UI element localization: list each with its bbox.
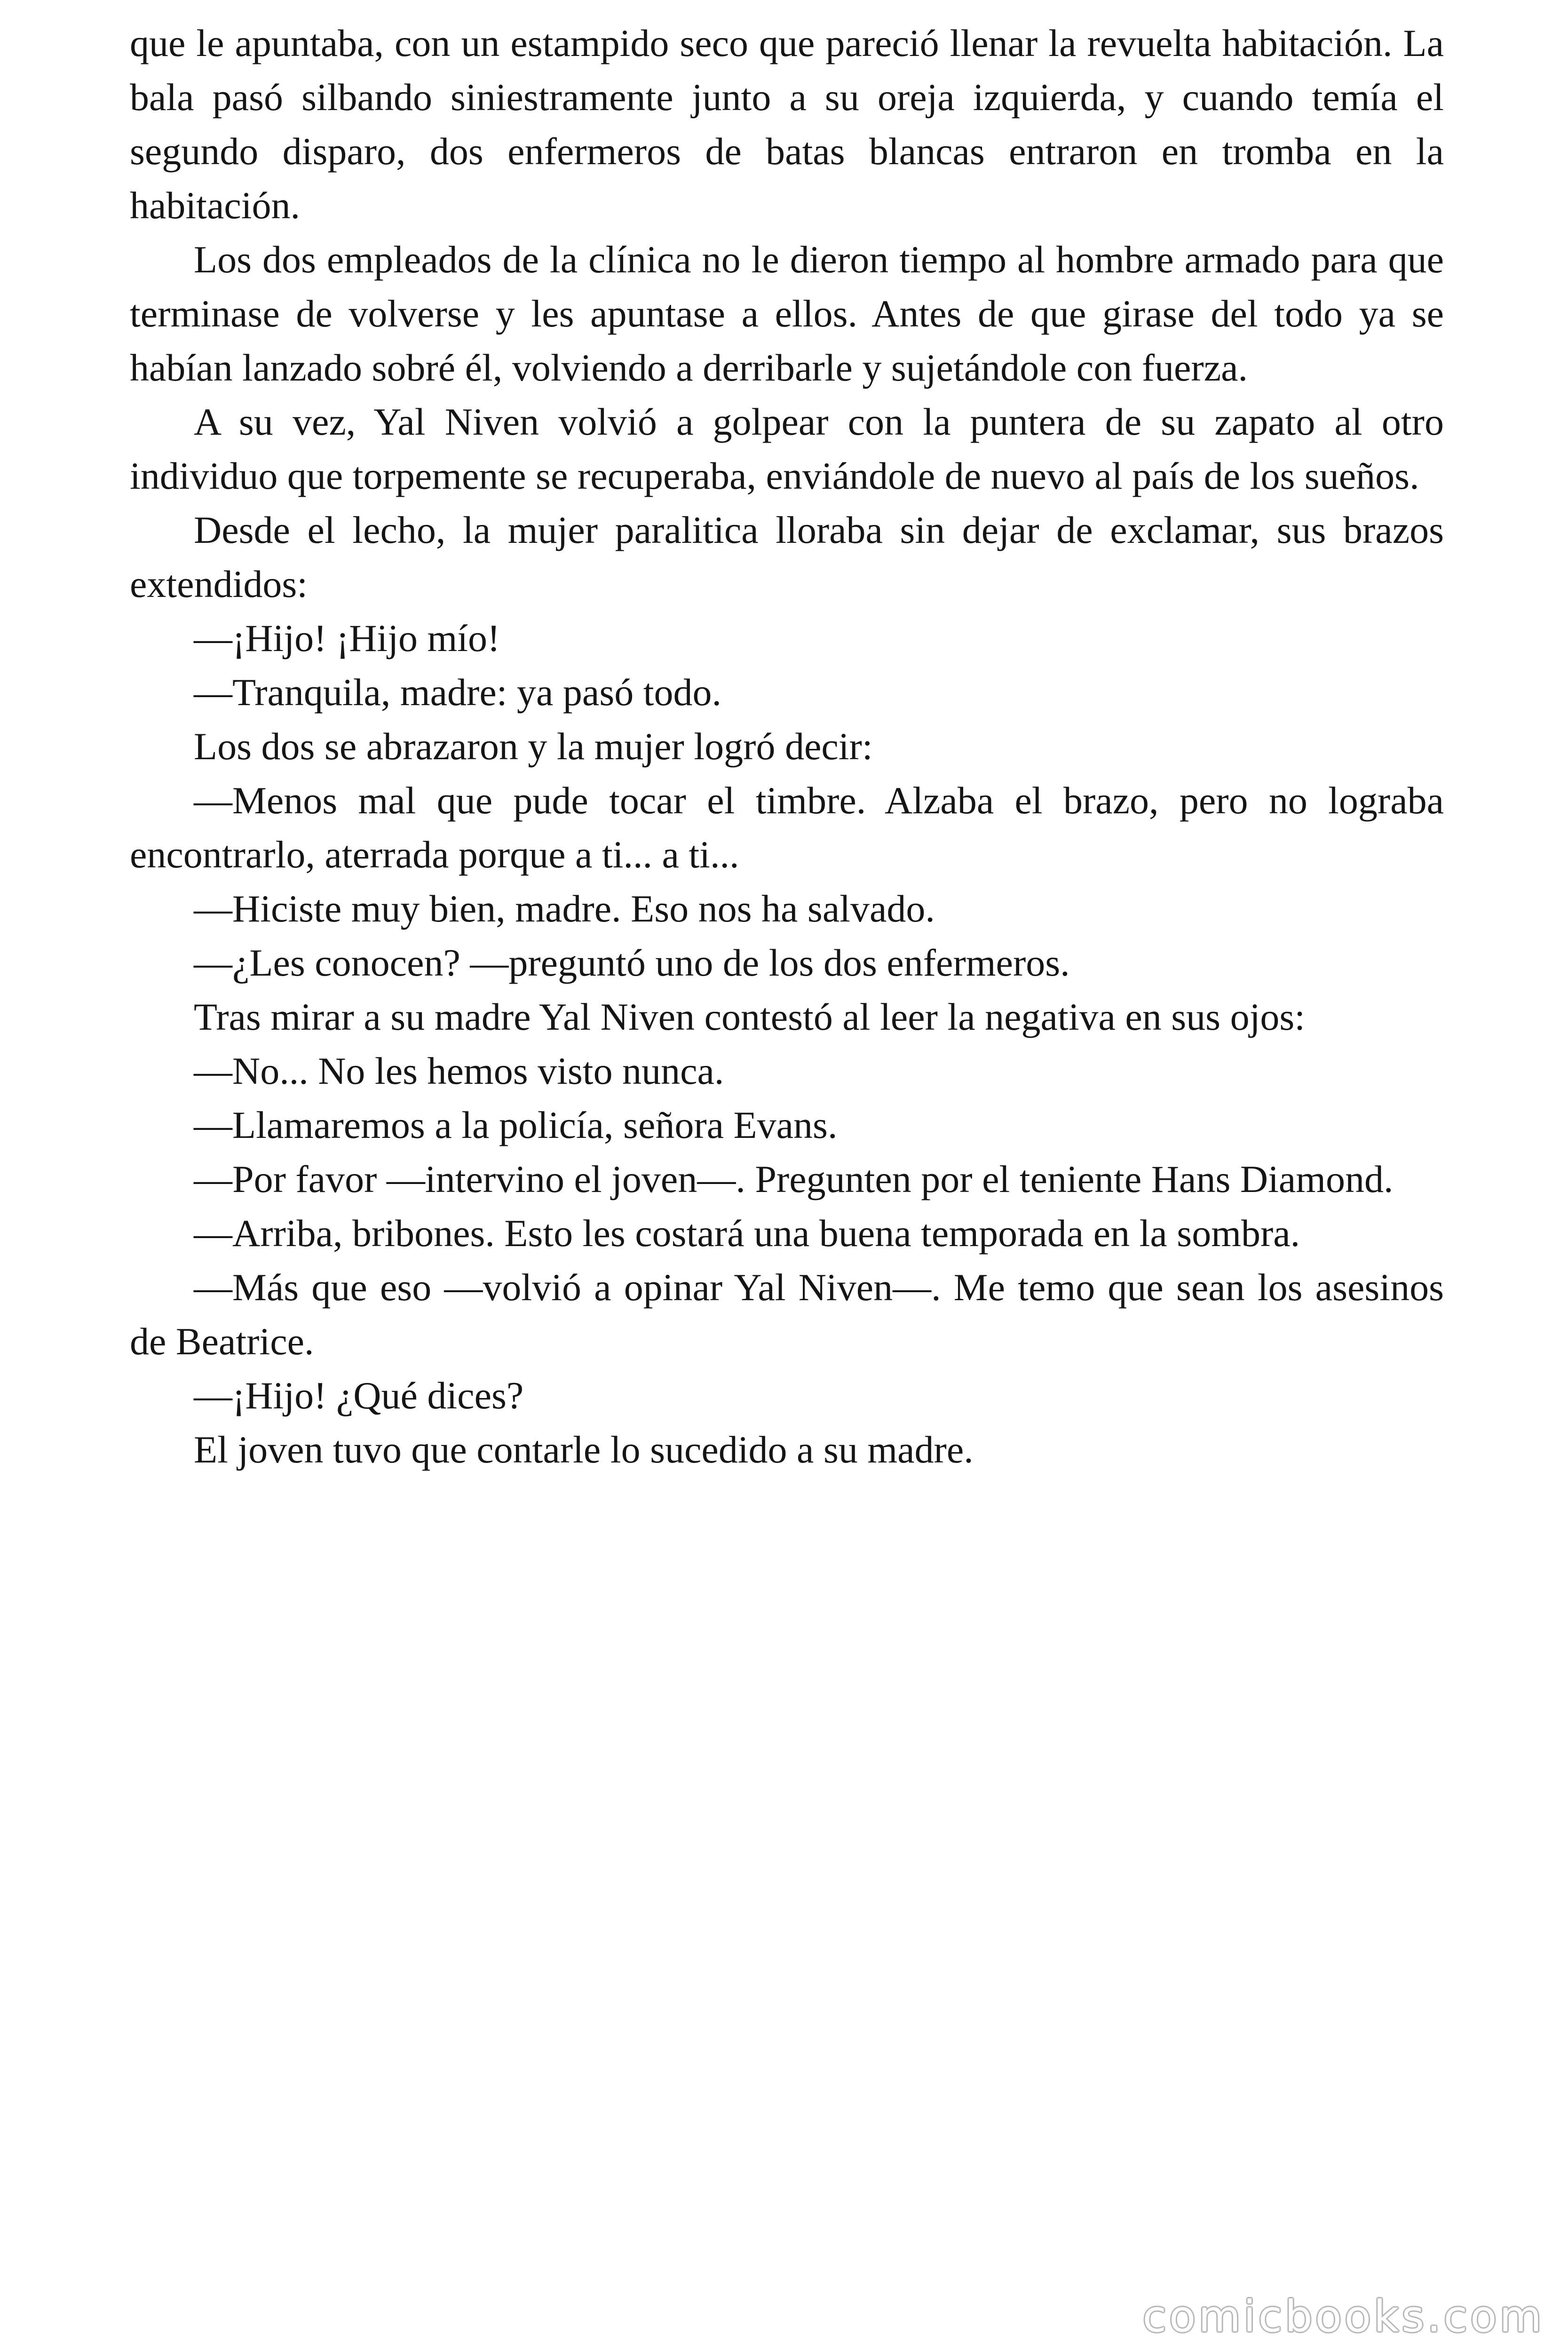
dialogue-line: —Arriba, bribones. Esto les costará una buena temporada en la sombra. <box>194 1212 1300 1255</box>
dialogue-line: —Llamaremos a la policía, señora Evans. <box>194 1104 838 1146</box>
dialogue-line: —Menos mal que pude tocar el timbre. Alzaba el brazo, pero no lograba encontrarlo, aterrada porque a ti... a ti... <box>130 779 1444 876</box>
dialogue-line: —¿Les conocen? —preguntó uno de los dos enfermeros. <box>194 941 1070 984</box>
dialogue-line: —Tranquila, madre: ya pasó todo. <box>194 671 722 714</box>
paragraph: Los dos se abrazaron y la mujer logró decir: <box>194 725 873 768</box>
paragraph: El joven tuvo que contarle lo sucedido a su madre. <box>194 1428 974 1471</box>
paragraph: Desde el lecho, la mujer paralitica lloraba sin dejar de exclamar, sus brazos extendidos: <box>130 509 1444 605</box>
dialogue-line: —¡Hijo! ¿Qué dices? <box>194 1374 524 1417</box>
dialogue-line: —Hiciste muy bien, madre. Eso nos ha salvado. <box>194 887 935 930</box>
dialogue-line: —Más que eso —volvió a opinar Yal Niven—. Me temo que sean los asesinos de Beatrice. <box>130 1266 1444 1363</box>
paragraph: que le apuntaba, con un estampido seco que pareció llenar la revuelta habitación. La bala pasó silbando siniestramente junto a su oreja izquierda, y cuando temía el segundo disparo, dos enfermeros de batas blancas entraron en tromba en la habitación. <box>130 22 1444 227</box>
paragraph: Los dos empleados de la clínica no le dieron tiempo al hombre armado para que terminase de volverse y les apuntase a ellos. Antes de que girase del todo ya se habían lanzado sobré él, volviendo a derribarle y sujetándole con fuerza. <box>130 238 1444 389</box>
watermark: comicbooks.com <box>1142 2291 1544 2342</box>
dialogue-line: —Por favor —intervino el joven—. Pregunten por el teniente Hans Diamond. <box>194 1158 1394 1200</box>
paragraph: Tras mirar a su madre Yal Niven contestó al leer la negativa en sus ojos: <box>194 995 1306 1038</box>
paragraph: A su vez, Yal Niven volvió a golpear con la puntera de su zapato al otro individuo que torpemente se recuperaba, enviándole de nuevo al país de los sueños. <box>130 400 1444 497</box>
dialogue-line: —¡Hijo! ¡Hijo mío! <box>194 617 500 660</box>
dialogue-line: —No... No les hemos visto nunca. <box>194 1049 724 1092</box>
body-text <box>130 16 1444 1477</box>
